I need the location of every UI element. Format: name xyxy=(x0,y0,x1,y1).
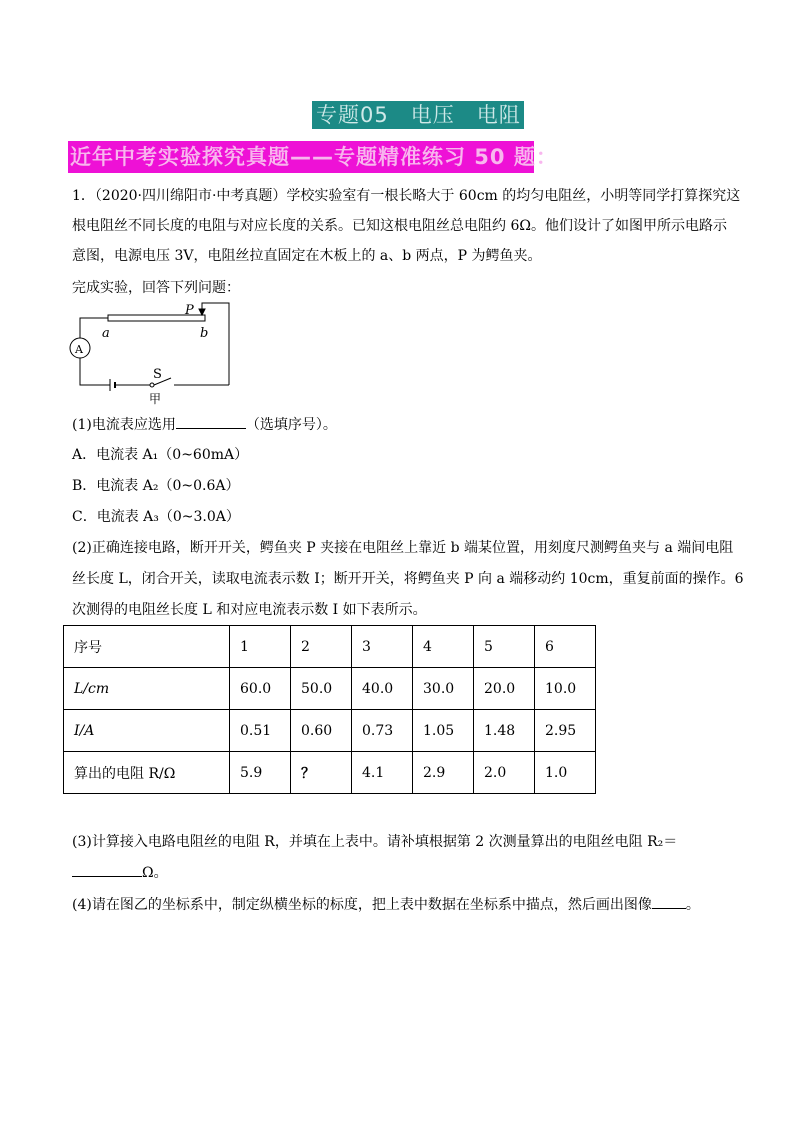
table-cell: 4 xyxy=(413,626,474,668)
part-2-line-3: 次测得的电阻丝长度 L 和对应电流表示数 I 如下表所示。 xyxy=(72,602,427,618)
option-b: B．电流表 A₂（0~0.6A） xyxy=(72,478,240,494)
circuit-diagram xyxy=(68,298,238,410)
table-cell: 0.73 xyxy=(352,710,413,752)
table-cell: ？ xyxy=(291,752,352,794)
question-stem-line-3: 意图，电源电压 3V，电阻丝拉直固定在木板上的 a、b 两点，P 为鳄鱼夹。 xyxy=(72,248,542,264)
table-cell: 50.0 xyxy=(291,668,352,710)
part-1-text: (1)电流表应选用 xyxy=(72,417,176,433)
part-4 xyxy=(72,894,700,915)
clip-arrow xyxy=(199,309,205,315)
page-subtitle: 近年中考实验探究真题——专题精准练习 50 题： xyxy=(70,145,558,169)
table-cell: 1.05 xyxy=(413,710,474,752)
question-stem-line-1: 1．（2020·四川绵阳市·中考真题）学校实验室有一根长略大于 60cm 的均匀电阻丝，小明等同学打算探究这 xyxy=(72,188,741,204)
data-table xyxy=(63,625,596,794)
table-cell: 算出的电阻 R/Ω xyxy=(64,752,230,794)
part-3-line-2 xyxy=(72,862,168,883)
part-1-end: （选填序号）。 xyxy=(245,417,337,433)
part-2-line-1: (2)正确连接电路，断开开关，鳄鱼夹 P 夹接在电阻丝上靠近 b 端某位置，用刻度尺测鳄鱼夹与 a 端间电阻 xyxy=(72,540,734,556)
answer-blank-4[interactable] xyxy=(652,894,686,909)
table-cell: 30.0 xyxy=(413,668,474,710)
table-row xyxy=(64,626,596,668)
table-cell: 10.0 xyxy=(535,668,596,710)
question-stem-line-2: 根电阻丝不同长度的电阻与对应长度的关系。已知这根电阻丝总电阻约 6Ω。他们设计了如图甲所示电路示 xyxy=(72,218,727,234)
table-cell: 4.1 xyxy=(352,752,413,794)
figure-caption: 甲 xyxy=(149,392,162,406)
answer-blank-3[interactable] xyxy=(72,862,142,877)
table-cell: 2.9 xyxy=(413,752,474,794)
instruction-text: 完成实验，回答下列问题： xyxy=(72,280,240,296)
part-4-text: (4)请在图乙的坐标系中，制定纵横坐标的标度，把上表中数据在坐标系中描点，然后画出图像 xyxy=(72,897,652,913)
table-cell: 5.9 xyxy=(230,752,291,794)
label-P: P xyxy=(185,303,194,318)
table-cell: 2.95 xyxy=(535,710,596,752)
table-cell: 2 xyxy=(291,626,352,668)
label-a: a xyxy=(102,326,110,341)
part-2-line-2: 丝长度 L，闭合开关，读取电流表示数 I；断开开关，将鳄鱼夹 P 向 a 端移动约 10cm，重复前面的操作。6 xyxy=(72,571,744,587)
part-3-line-1: (3)计算接入电路电阻丝的电阻 R，并填在上表中。请补填根据第 2 次测量算出的电阻丝电阻 R₂＝ xyxy=(72,834,678,850)
label-S: S xyxy=(153,367,162,382)
table-cell: 1 xyxy=(230,626,291,668)
table-cell: 60.0 xyxy=(230,668,291,710)
switch-symbol xyxy=(150,383,154,387)
option-a: A．电流表 A₁（0~60mA） xyxy=(72,447,249,463)
table-row xyxy=(64,668,596,710)
table-cell: 5 xyxy=(474,626,535,668)
part-4-end: 。 xyxy=(685,897,700,913)
label-A: A xyxy=(75,343,83,356)
label-b: b xyxy=(200,326,209,341)
table-row xyxy=(64,752,596,794)
table-cell: 6 xyxy=(535,626,596,668)
answer-blank-1[interactable] xyxy=(176,414,246,429)
table-cell: 40.0 xyxy=(352,668,413,710)
option-c: C．电流表 A₃（0~3.0A） xyxy=(72,509,240,525)
table-cell: 3 xyxy=(352,626,413,668)
table-cell: 0.51 xyxy=(230,710,291,752)
table-cell: 序号 xyxy=(64,626,230,668)
table-cell: I/A xyxy=(64,710,230,752)
part-3-end: Ω。 xyxy=(142,865,168,881)
table-cell: 20.0 xyxy=(474,668,535,710)
table-cell: 0.60 xyxy=(291,710,352,752)
table-cell: 2.0 xyxy=(474,752,535,794)
table-row xyxy=(64,710,596,752)
page-title xyxy=(312,101,524,129)
table-cell: 1.0 xyxy=(535,752,596,794)
page-title-text: 专题05 电压 电阻 xyxy=(316,103,521,127)
part-1 xyxy=(72,414,337,435)
table-cell: 1.48 xyxy=(474,710,535,752)
table-cell: L/cm xyxy=(64,668,230,710)
